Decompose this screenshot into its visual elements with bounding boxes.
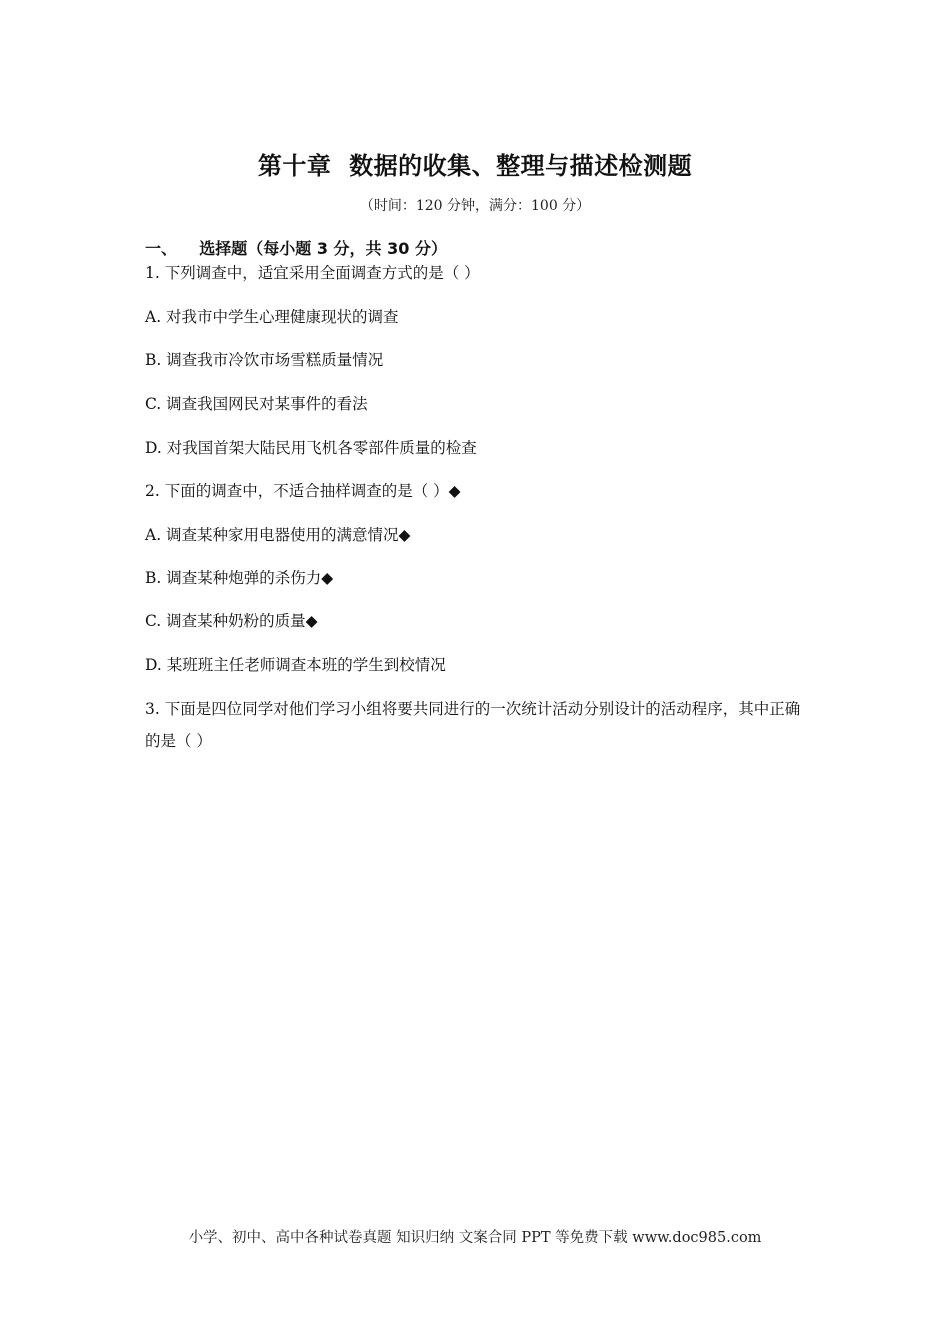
question-1-option-c: C. 调查我国网民对某事件的看法	[145, 395, 368, 413]
question-3: 3. 下面是四位同学对他们学习小组将要共同进行的一次统计活动分别设计的活动程序，其中正确的是（ ）	[145, 700, 801, 750]
exam-info: （时间：120 分钟，满分：100 分）	[359, 198, 591, 214]
question-1-option-a: A. 对我市中学生心理健康现状的调查	[145, 308, 399, 326]
question-2: 2. 下面的调查中，不适合抽样调查的是（ ）◆	[145, 482, 461, 500]
document-title: 第十章 数据的收集、整理与描述检测题	[257, 152, 693, 180]
section-heading: 一、 选择题（每小题 3 分，共 30 分）	[145, 239, 447, 258]
question-1: 1. 下列调查中，适宜采用全面调查方式的是（ ）	[145, 264, 480, 282]
question-2-option-a: A. 调查某种家用电器使用的满意情况◆	[145, 526, 411, 544]
question-1-option-b: B. 调查我市冷饮市场雪糕质量情况	[145, 351, 384, 369]
question-2-option-c: C. 调查某种奶粉的质量◆	[145, 612, 318, 630]
question-2-option-b: B. 调查某种炮弹的杀伤力◆	[145, 569, 334, 587]
question-1-option-d: D. 对我国首架大陆民用飞机各零部件质量的检查	[145, 439, 477, 457]
question-2-option-d: D. 某班班主任老师调查本班的学生到校情况	[145, 656, 446, 674]
page-footer: 小学、初中、高中各种试卷真题 知识归纳 文案合同 PPT 等免费下载 www.doc985.com	[188, 1230, 762, 1246]
